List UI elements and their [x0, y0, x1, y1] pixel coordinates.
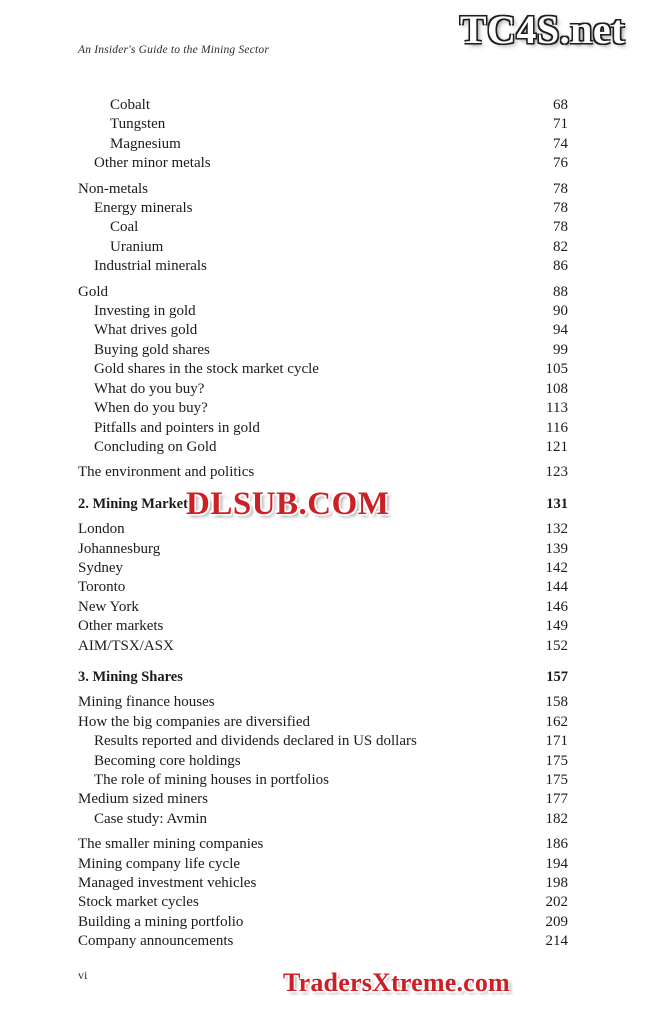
toc-entry-label: 3. Mining Shares	[78, 668, 183, 685]
toc-entry-label: The role of mining houses in portfolios	[94, 772, 329, 788]
toc-entry-page: 94	[553, 322, 568, 339]
toc-entry-page: 88	[553, 283, 568, 300]
toc-entry-page: 86	[553, 258, 568, 275]
toc-entry-page: 171	[545, 733, 568, 750]
running-head: An Insider's Guide to the Mining Sector	[78, 44, 270, 56]
toc-entry-label: Coal	[110, 219, 139, 236]
toc-entry-label: AIM/TSX/ASX	[78, 637, 174, 654]
toc-entry-label: Energy minerals	[94, 200, 193, 217]
toc-entry-row	[78, 771, 568, 790]
toc-entry-row	[78, 199, 568, 218]
toc-entry-label: Industrial minerals	[94, 258, 207, 275]
toc-entry-row	[78, 341, 568, 360]
toc-entry-label: 2. Mining Markets	[78, 495, 194, 512]
toc-entry-row	[78, 238, 568, 257]
toc-entry-page: 121	[545, 438, 568, 455]
toc-entry-row	[78, 438, 568, 457]
toc-entry-row	[78, 419, 568, 438]
toc-entry-page: 157	[546, 668, 568, 685]
watermark-tc4s: TC4S.net	[459, 7, 625, 52]
toc-entry-page: 152	[545, 637, 568, 654]
toc-entry-label: Company announcements	[78, 933, 234, 950]
toc-entry-row	[78, 520, 568, 539]
toc-entry-label: Johannesburg	[78, 540, 161, 557]
toc-entry-page: 182	[545, 810, 568, 827]
toc-entry-row	[78, 540, 568, 559]
toc-entry-label: Mining company life cycle	[78, 855, 241, 872]
toc-entry-row	[78, 283, 568, 302]
toc-entry-label: Gold	[78, 283, 108, 300]
toc-entry-label: How the big companies are diversified	[78, 713, 311, 730]
toc-entry-page: 175	[545, 752, 568, 769]
toc-entry-page: 158	[545, 694, 568, 711]
toc-entry-label: Uranium	[110, 238, 164, 255]
toc-entry-label: What do you buy?	[94, 380, 205, 397]
toc-entry-label: Mining finance houses	[78, 694, 215, 711]
toc-entry-page: 78	[553, 219, 568, 236]
toc-entry-row	[78, 752, 568, 771]
toc-entry-page: 68	[553, 97, 568, 113]
toc-entry-label: Concluding on Gold	[94, 438, 217, 455]
toc-entry-page: 113	[546, 400, 568, 417]
toc-entry-label: Magnesium	[110, 135, 181, 152]
toc-entry-row	[78, 637, 568, 656]
toc-entry-row	[78, 559, 568, 578]
toc-entry-label: Non-metals	[78, 180, 148, 197]
watermark-dlsub: DLSUB.COM	[186, 486, 390, 522]
toc-entry-label: Medium sized miners	[78, 791, 208, 808]
toc-entry-row	[78, 790, 568, 809]
toc-entry-label: Other markets	[78, 618, 164, 635]
toc-entry-page: 105	[545, 361, 568, 378]
toc-entry-page: 82	[553, 238, 568, 255]
toc-entry-row	[78, 380, 568, 399]
toc-entry-row	[78, 874, 568, 893]
toc-entry-label: Tungsten	[110, 116, 166, 133]
table-of-contents	[78, 96, 568, 952]
toc-entry-row	[78, 713, 568, 732]
toc-entry-row	[78, 180, 568, 199]
toc-entry-row	[78, 932, 568, 951]
toc-entry-page: 144	[545, 579, 568, 596]
toc-entry-page: 146	[545, 598, 568, 615]
toc-entry-row	[78, 617, 568, 636]
toc-entry-label: The smaller mining companies	[78, 836, 264, 853]
toc-entry-label: Managed investment vehicles	[78, 875, 257, 892]
toc-entry-row	[78, 578, 568, 597]
toc-entry-row	[78, 913, 568, 932]
toc-entry-row	[78, 463, 568, 482]
toc-entry-row	[78, 302, 568, 321]
toc-entry-label: Cobalt	[110, 97, 150, 113]
page-folio: vi	[78, 968, 88, 982]
toc-entry-label: Toronto	[78, 579, 126, 596]
toc-entry-row	[78, 893, 568, 912]
toc-entry-row	[78, 835, 568, 854]
toc-entry-label: Sydney	[78, 559, 123, 576]
toc-entry-row	[78, 321, 568, 340]
toc-entry-row	[78, 598, 568, 617]
toc-entry-page: 186	[545, 836, 568, 853]
toc-entry-row	[78, 732, 568, 751]
toc-entry-page: 116	[546, 419, 568, 436]
toc-entry-row	[78, 218, 568, 237]
toc-entry-row	[78, 96, 568, 115]
toc-entry-label: The environment and politics	[78, 464, 255, 481]
toc-entry-page: 202	[545, 894, 568, 911]
toc-entry-label: Case study: Avmin	[94, 810, 208, 827]
toc-entry-page: 90	[553, 303, 568, 320]
toc-entry-page: 214	[545, 933, 568, 950]
toc-entry-label: What drives gold	[94, 322, 198, 339]
toc-entry-page: 76	[553, 155, 568, 172]
toc-entry-page: 131	[546, 495, 568, 512]
toc-entry-label: Building a mining portfolio	[78, 913, 244, 930]
toc-entry-page: 209	[545, 913, 568, 930]
toc-entry-row	[78, 135, 568, 154]
toc-entry-label: Buying gold shares	[94, 341, 210, 358]
toc-entry-label: Pitfalls and pointers in gold	[94, 419, 260, 436]
toc-entry-page: 99	[553, 341, 568, 358]
toc-entry-page: 142	[545, 559, 568, 576]
toc-entry-page: 139	[545, 540, 568, 557]
toc-entry-page: 198	[545, 875, 568, 892]
toc-entry-label: London	[78, 521, 125, 538]
watermark-tradersxtreme: TradersXtreme.com	[283, 968, 510, 997]
toc-entry-page: 78	[553, 200, 568, 217]
toc-entry-label: Investing in gold	[94, 303, 196, 320]
toc-entry-label: Other minor metals	[94, 155, 211, 172]
toc-entry-row	[78, 154, 568, 173]
toc-entry-page: 71	[553, 116, 568, 133]
toc-chapter-row	[78, 668, 568, 687]
toc-entry-label: Results reported and dividends declared in US dollars	[94, 733, 417, 750]
toc-entry-page: 177	[545, 791, 568, 808]
toc-entry-row	[78, 399, 568, 418]
toc-entry-row	[78, 855, 568, 874]
toc-entry-label: New York	[78, 598, 139, 615]
toc-entry-row	[78, 360, 568, 379]
toc-entry-label: Becoming core holdings	[94, 752, 241, 769]
toc-entry-page: 194	[545, 855, 568, 872]
toc-entry-row	[78, 810, 568, 829]
toc-entry-row	[78, 693, 568, 712]
toc-entry-page: 162	[545, 713, 568, 730]
toc-entry-page: 74	[553, 135, 568, 152]
toc-entry-page: 123	[545, 464, 568, 481]
toc-entry-page: 108	[545, 380, 568, 397]
toc-entry-page: 149	[545, 618, 568, 635]
toc-entry-page: 78	[553, 180, 568, 197]
toc-entry-label: When do you buy?	[94, 400, 208, 417]
toc-entry-label: Gold shares in the stock market cycle	[94, 361, 319, 378]
toc-entry-label: Stock market cycles	[78, 894, 199, 911]
toc-entry-row	[78, 115, 568, 134]
toc-entry-page: 132	[545, 521, 568, 538]
toc-entry-row	[78, 257, 568, 276]
toc-entry-page: 175	[545, 772, 568, 788]
